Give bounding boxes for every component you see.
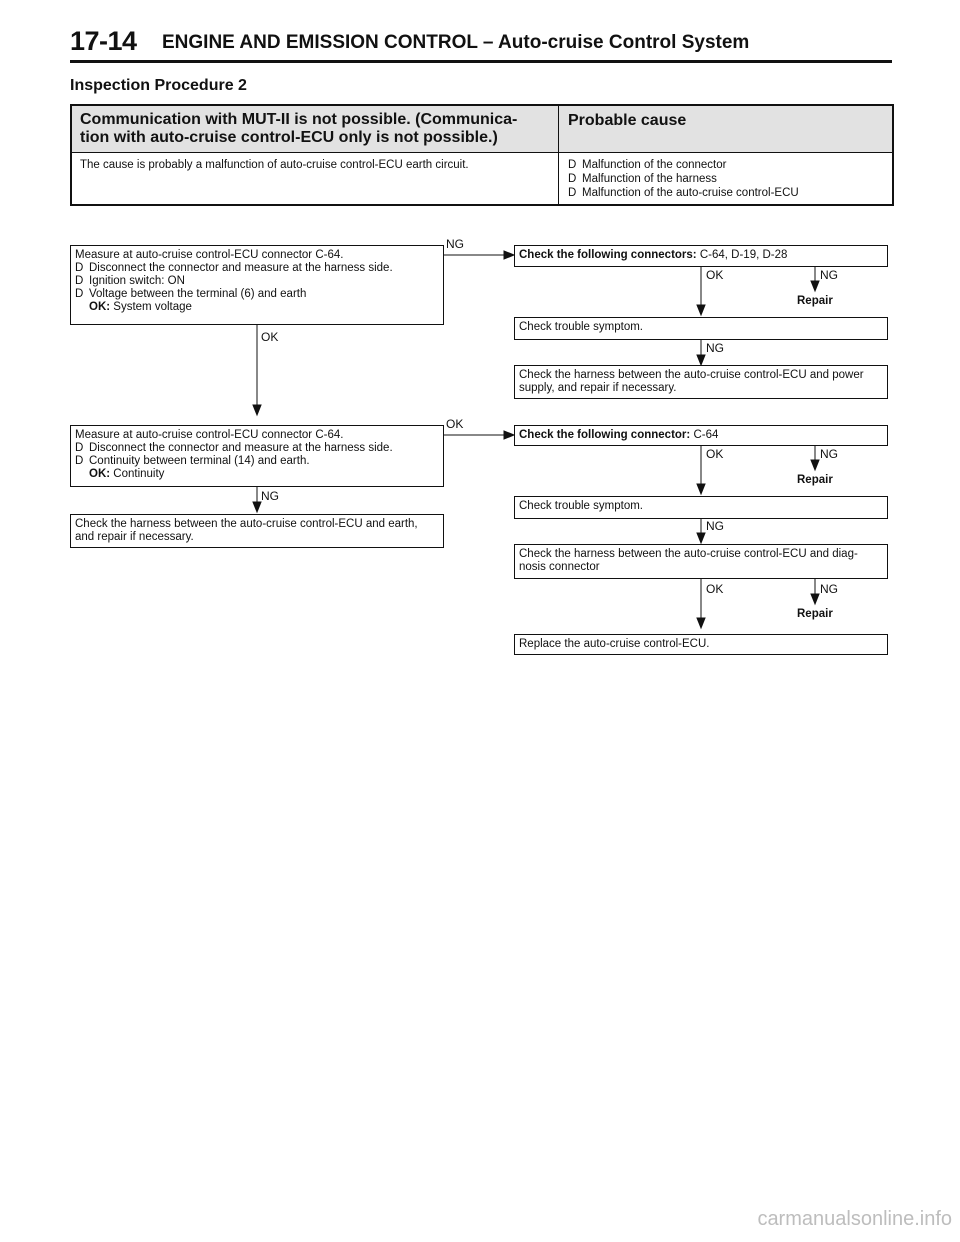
section-title: ENGINE AND EMISSION CONTROL – Auto-cruise Control System [162,32,750,53]
step1-ok-label: OK [261,330,279,344]
repair-label: Repair [797,474,833,486]
step2-ok-connector-box: Check the following connector: C-64 [514,425,888,446]
check-trouble-symptom-box-2: Check trouble symptom. [514,496,888,519]
cause-item: D Malfunction of the harness [568,173,717,185]
harness-power-supply-box: Check the harness between the auto-cruise control-ECU and power supply, and repair if necessary. [514,365,888,399]
symptom2-ng-label: NG [706,519,724,533]
page-number: 17-14 [70,26,137,56]
connectors-ok-label: OK [706,268,724,282]
diag-ng-label: NG [820,582,838,596]
cause-item: D Malfunction of the connector [568,159,727,171]
repair-label: Repair [797,608,833,620]
watermark: carmanualsonline.info [757,1208,952,1230]
step1-ng-label: NG [446,237,464,251]
step2-measure-continuity-box: Measure at auto-cruise control-ECU connector C-64. D Disconnect the connector and measure at the harness side. D Continuity between terminal (14) and earth. OK: Continuity [70,425,444,487]
symptom-header: Communication with MUT-II is not possible. (Communica- tion with auto-cruise control-ECU only is not possible.) [80,111,518,146]
harness-diag-connector-box: Check the harness between the auto-cruise control-ECU and diag-nosis connector [514,544,888,579]
diag-ok-label: OK [706,582,724,596]
harness-earth-box: Check the harness between the auto-cruise control-ECU and earth, and repair if necessary. [70,514,444,548]
procedure-title: Inspection Procedure 2 [70,77,247,94]
replace-ecu-box: Replace the auto-cruise control-ECU. [514,634,888,655]
repair-label: Repair [797,295,833,307]
step1-ng-connectors-box: Check the following connectors: C-64, D-19, D-28 [514,245,888,267]
symptom-text: The cause is probably a malfunction of auto-cruise control-ECU earth circuit. [80,159,469,171]
symptom-ng-label: NG [706,341,724,355]
connector-ok-label: OK [706,447,724,461]
step2-ng-label: NG [261,489,279,503]
step1-measure-voltage-box: Measure at auto-cruise control-ECU connector C-64. D Disconnect the connector and measure at the harness side. D Ignition switch: ON D Voltage between the terminal (6) and earth OK: System voltage [70,245,444,325]
cause-item: D Malfunction of the auto-cruise control-ECU [568,187,799,199]
check-trouble-symptom-box: Check trouble symptom. [514,317,888,340]
connector-ng-label: NG [820,447,838,461]
cause-header: Probable cause [568,112,687,129]
step2-ok-label: OK [446,417,464,431]
connectors-ng-label: NG [820,268,838,282]
